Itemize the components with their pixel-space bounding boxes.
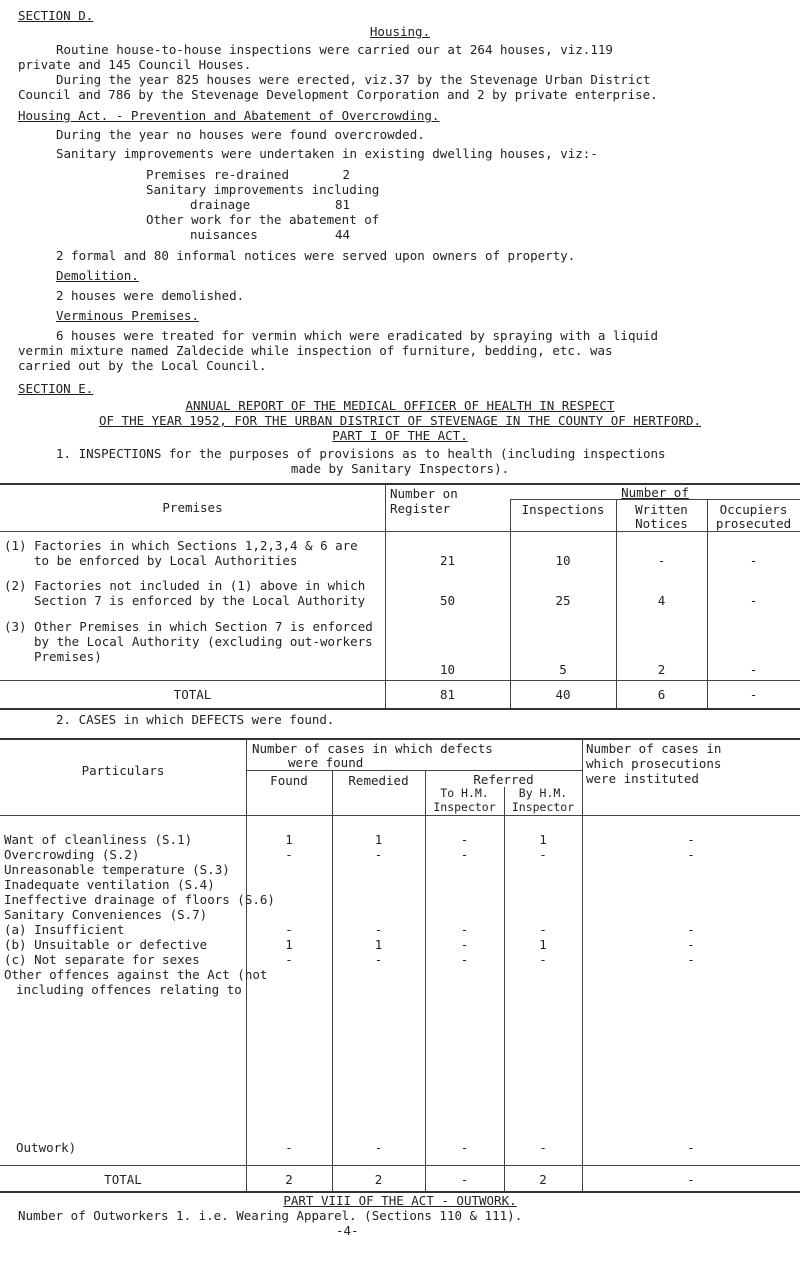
remedied-count: 1 — [374, 832, 383, 847]
column-header-referred: Referred — [473, 772, 534, 787]
column-header-occupiers: Occupiers — [719, 502, 788, 517]
column-header-found: Found — [270, 773, 308, 788]
column-header-number-of: Number of — [621, 485, 689, 500]
improvement-label-cont: drainage — [190, 197, 251, 212]
row-label: (2) Factories not included in (1) above in which — [4, 578, 366, 593]
overcrowding-text: During the year no houses were found overcrowded. — [56, 127, 425, 142]
part-viii-heading: PART VIII OF THE ACT - OUTWORK. — [283, 1193, 517, 1208]
row-label-cont: Premises) — [34, 649, 102, 664]
prosecutions-count: - — [687, 847, 695, 862]
column-header-cases: Number of cases in which defects — [252, 741, 493, 756]
total-by-hm: 2 — [539, 1172, 547, 1187]
section-e-heading: SECTION E. — [18, 381, 94, 396]
row-label: Inadequate ventilation (S.4) — [4, 877, 215, 892]
found-count: - — [285, 847, 293, 862]
inspections-count: 25 — [555, 593, 571, 608]
row-label: (b) Unsuitable or defective — [4, 937, 208, 952]
to-hm-count: - — [460, 952, 469, 967]
improvement-value: 2 — [342, 167, 350, 182]
prosecutions-count: - — [687, 937, 695, 952]
row-label: Sanitary Conveniences (S.7) — [4, 907, 208, 922]
demolition-text: 2 houses were demolished. — [56, 288, 245, 303]
column-header-by-hm: By H.M. — [518, 786, 568, 800]
total-inspections: 40 — [555, 687, 571, 702]
row-label: Other offences against the Act (not — [4, 967, 268, 982]
improvement-label: Other work for the abatement of — [146, 212, 380, 227]
column-header-by-hm-2: Inspector — [511, 800, 575, 814]
houses-erected-line-2: Council and 786 by the Stevenage Development Corporation and 2 by private enterprise. — [18, 87, 658, 102]
row-label-cont: Section 7 is enforced by the Local Authority — [34, 593, 366, 608]
notices-count: 2 — [657, 662, 666, 677]
total-to-hm: - — [460, 1172, 469, 1187]
found-count: 1 — [285, 832, 293, 847]
table-rule — [0, 708, 800, 710]
notices-count: - — [657, 553, 666, 568]
column-header-remedied: Remedied — [348, 773, 409, 788]
inspections-item-line-2: made by Sanitary Inspectors). — [290, 461, 510, 476]
found-count: - — [285, 952, 293, 967]
total-register: 81 — [439, 687, 456, 702]
table-rule — [0, 680, 800, 681]
prosecutions-count: - — [687, 832, 695, 847]
column-header-to-hm-2: Inspector — [433, 800, 496, 814]
improvement-value: 44 — [334, 227, 350, 242]
section-d-heading: SECTION D. — [18, 8, 94, 23]
improvement-label: Sanitary improvements including — [146, 182, 380, 197]
verminous-line-2: vermin mixture named Zaldecide while inspection of furniture, bedding, etc. was — [18, 343, 613, 358]
houses-erected-line-1: During the year 825 houses were erected, viz.37 by the Stevenage Urban District — [56, 72, 651, 87]
row-label: (3) Other Premises in which Section 7 is enforced — [4, 619, 373, 634]
inspections-count: 5 — [559, 662, 567, 677]
remedied-count: - — [374, 952, 383, 967]
row-label: (1) Factories in which Sections 1,2,3,4 & 6 are — [4, 538, 358, 553]
row-label: including offences relating to — [16, 982, 242, 997]
register-count: 10 — [439, 662, 456, 677]
prosecutions-count: - — [687, 952, 695, 967]
column-header-occupiers-2: prosecuted — [715, 516, 792, 531]
table-rule — [0, 738, 800, 740]
column-header-cases-2: were found — [288, 755, 364, 770]
notices-text: 2 formal and 80 informal notices were served upon owners of property. — [56, 248, 576, 263]
column-header-particulars: Particulars — [81, 763, 165, 778]
prosecutions-count: - — [687, 1140, 695, 1155]
total-prosecuted: - — [749, 687, 758, 702]
row-label: Unreasonable temperature (S.3) — [4, 862, 230, 877]
routine-inspections-line-2: private and 145 Council Houses. — [18, 57, 252, 72]
notices-count: 4 — [657, 593, 666, 608]
total-label: TOTAL — [104, 1172, 142, 1187]
overcrowding-subheading: Housing Act. - Prevention and Abatement of Overcrowding. — [18, 108, 440, 123]
prosecutions-count: - — [687, 922, 695, 937]
prosecuted-count: - — [749, 593, 758, 608]
column-header-register-2: Register — [390, 501, 451, 516]
register-count: 50 — [439, 593, 456, 608]
to-hm-count: - — [460, 1140, 469, 1155]
to-hm-count: - — [460, 937, 469, 952]
sanitary-improvements-intro: Sanitary improvements were undertaken in existing dwelling houses, viz:- — [56, 146, 598, 161]
total-prosecutions: - — [687, 1172, 695, 1187]
by-hm-count: 1 — [539, 832, 547, 847]
table-rule — [0, 815, 800, 816]
column-header-written-notices: Written — [635, 502, 688, 517]
verminous-line-3: carried out by the Local Council. — [18, 358, 267, 373]
inspections-count: 10 — [555, 553, 571, 568]
inspections-item-line-1: 1. INSPECTIONS for the purposes of provisions as to health (including inspections — [56, 446, 666, 461]
remedied-count: - — [374, 922, 383, 937]
row-label: (a) Insufficient — [4, 922, 125, 937]
table-rule — [0, 1165, 800, 1166]
outworkers-text: Number of Outworkers 1. i.e. Wearing Apparel. (Sections 110 & 111). — [18, 1208, 523, 1223]
column-header-prosecutions-2: which prosecutions — [586, 756, 722, 771]
row-label: (c) Not separate for sexes — [4, 952, 200, 967]
page-number: -4- — [336, 1223, 359, 1238]
found-count: - — [285, 922, 293, 937]
column-header-written-notices-2: Notices — [635, 516, 688, 531]
row-label: Ineffective drainage of floors (S.6) — [4, 892, 275, 907]
found-count: 1 — [285, 937, 293, 952]
remedied-count: - — [374, 1140, 383, 1155]
table-rule — [246, 770, 582, 771]
row-label: Want of cleanliness (S.1) — [4, 832, 193, 847]
row-label: Overcrowding (S.2) — [4, 847, 140, 862]
report-title-line-1: ANNUAL REPORT OF THE MEDICAL OFFICER OF HEALTH IN RESPECT — [185, 398, 615, 413]
total-notices: 6 — [657, 687, 666, 702]
prosecuted-count: - — [749, 662, 758, 677]
demolition-heading: Demolition. — [56, 268, 139, 283]
routine-inspections-line-1: Routine house-to-house inspections were carried our at 264 houses, viz.119 — [56, 42, 613, 57]
improvement-value: 81 — [334, 197, 350, 212]
column-header-to-hm: To H.M. — [440, 786, 489, 800]
by-hm-count: - — [539, 1140, 547, 1155]
row-label-cont: by the Local Authority (excluding out-workers — [34, 634, 373, 649]
total-found: 2 — [285, 1172, 293, 1187]
verminous-line-1: 6 houses were treated for vermin which were eradicated by spraying with a liquid — [56, 328, 659, 343]
by-hm-count: - — [539, 922, 547, 937]
by-hm-count: 1 — [539, 937, 547, 952]
to-hm-count: - — [460, 922, 469, 937]
to-hm-count: - — [460, 847, 469, 862]
row-label-cont: to be enforced by Local Authorities — [34, 553, 298, 568]
verminous-heading: Verminous Premises. — [56, 308, 199, 323]
prosecuted-count: - — [749, 553, 758, 568]
column-header-inspections: Inspections — [521, 502, 605, 517]
report-title-line-3: PART I OF THE ACT. — [332, 428, 468, 443]
to-hm-count: - — [460, 832, 469, 847]
improvement-label-cont: nuisances — [190, 227, 258, 242]
housing-title: Housing. — [369, 24, 431, 39]
register-count: 21 — [439, 553, 456, 568]
remedied-count: - — [374, 847, 383, 862]
total-label: TOTAL — [173, 687, 212, 702]
by-hm-count: - — [539, 952, 547, 967]
found-count: - — [285, 1140, 293, 1155]
remedied-count: 1 — [374, 937, 383, 952]
defects-item: 2. CASES in which DEFECTS were found. — [56, 712, 335, 727]
table-rule — [0, 531, 800, 532]
column-header-prosecutions: Number of cases in — [586, 741, 722, 756]
column-header-register: Number on — [390, 486, 458, 501]
report-title-line-2: OF THE YEAR 1952, FOR THE URBAN DISTRICT OF STEVENAGE IN THE COUNTY OF HERTFORD. — [98, 413, 702, 428]
column-header-premises: Premises — [162, 500, 223, 515]
improvement-label: Premises re-drained — [146, 167, 289, 182]
total-remedied: 2 — [374, 1172, 383, 1187]
column-header-prosecutions-3: were instituted — [586, 771, 699, 786]
row-label: Outwork) — [16, 1140, 77, 1155]
by-hm-count: - — [539, 847, 547, 862]
